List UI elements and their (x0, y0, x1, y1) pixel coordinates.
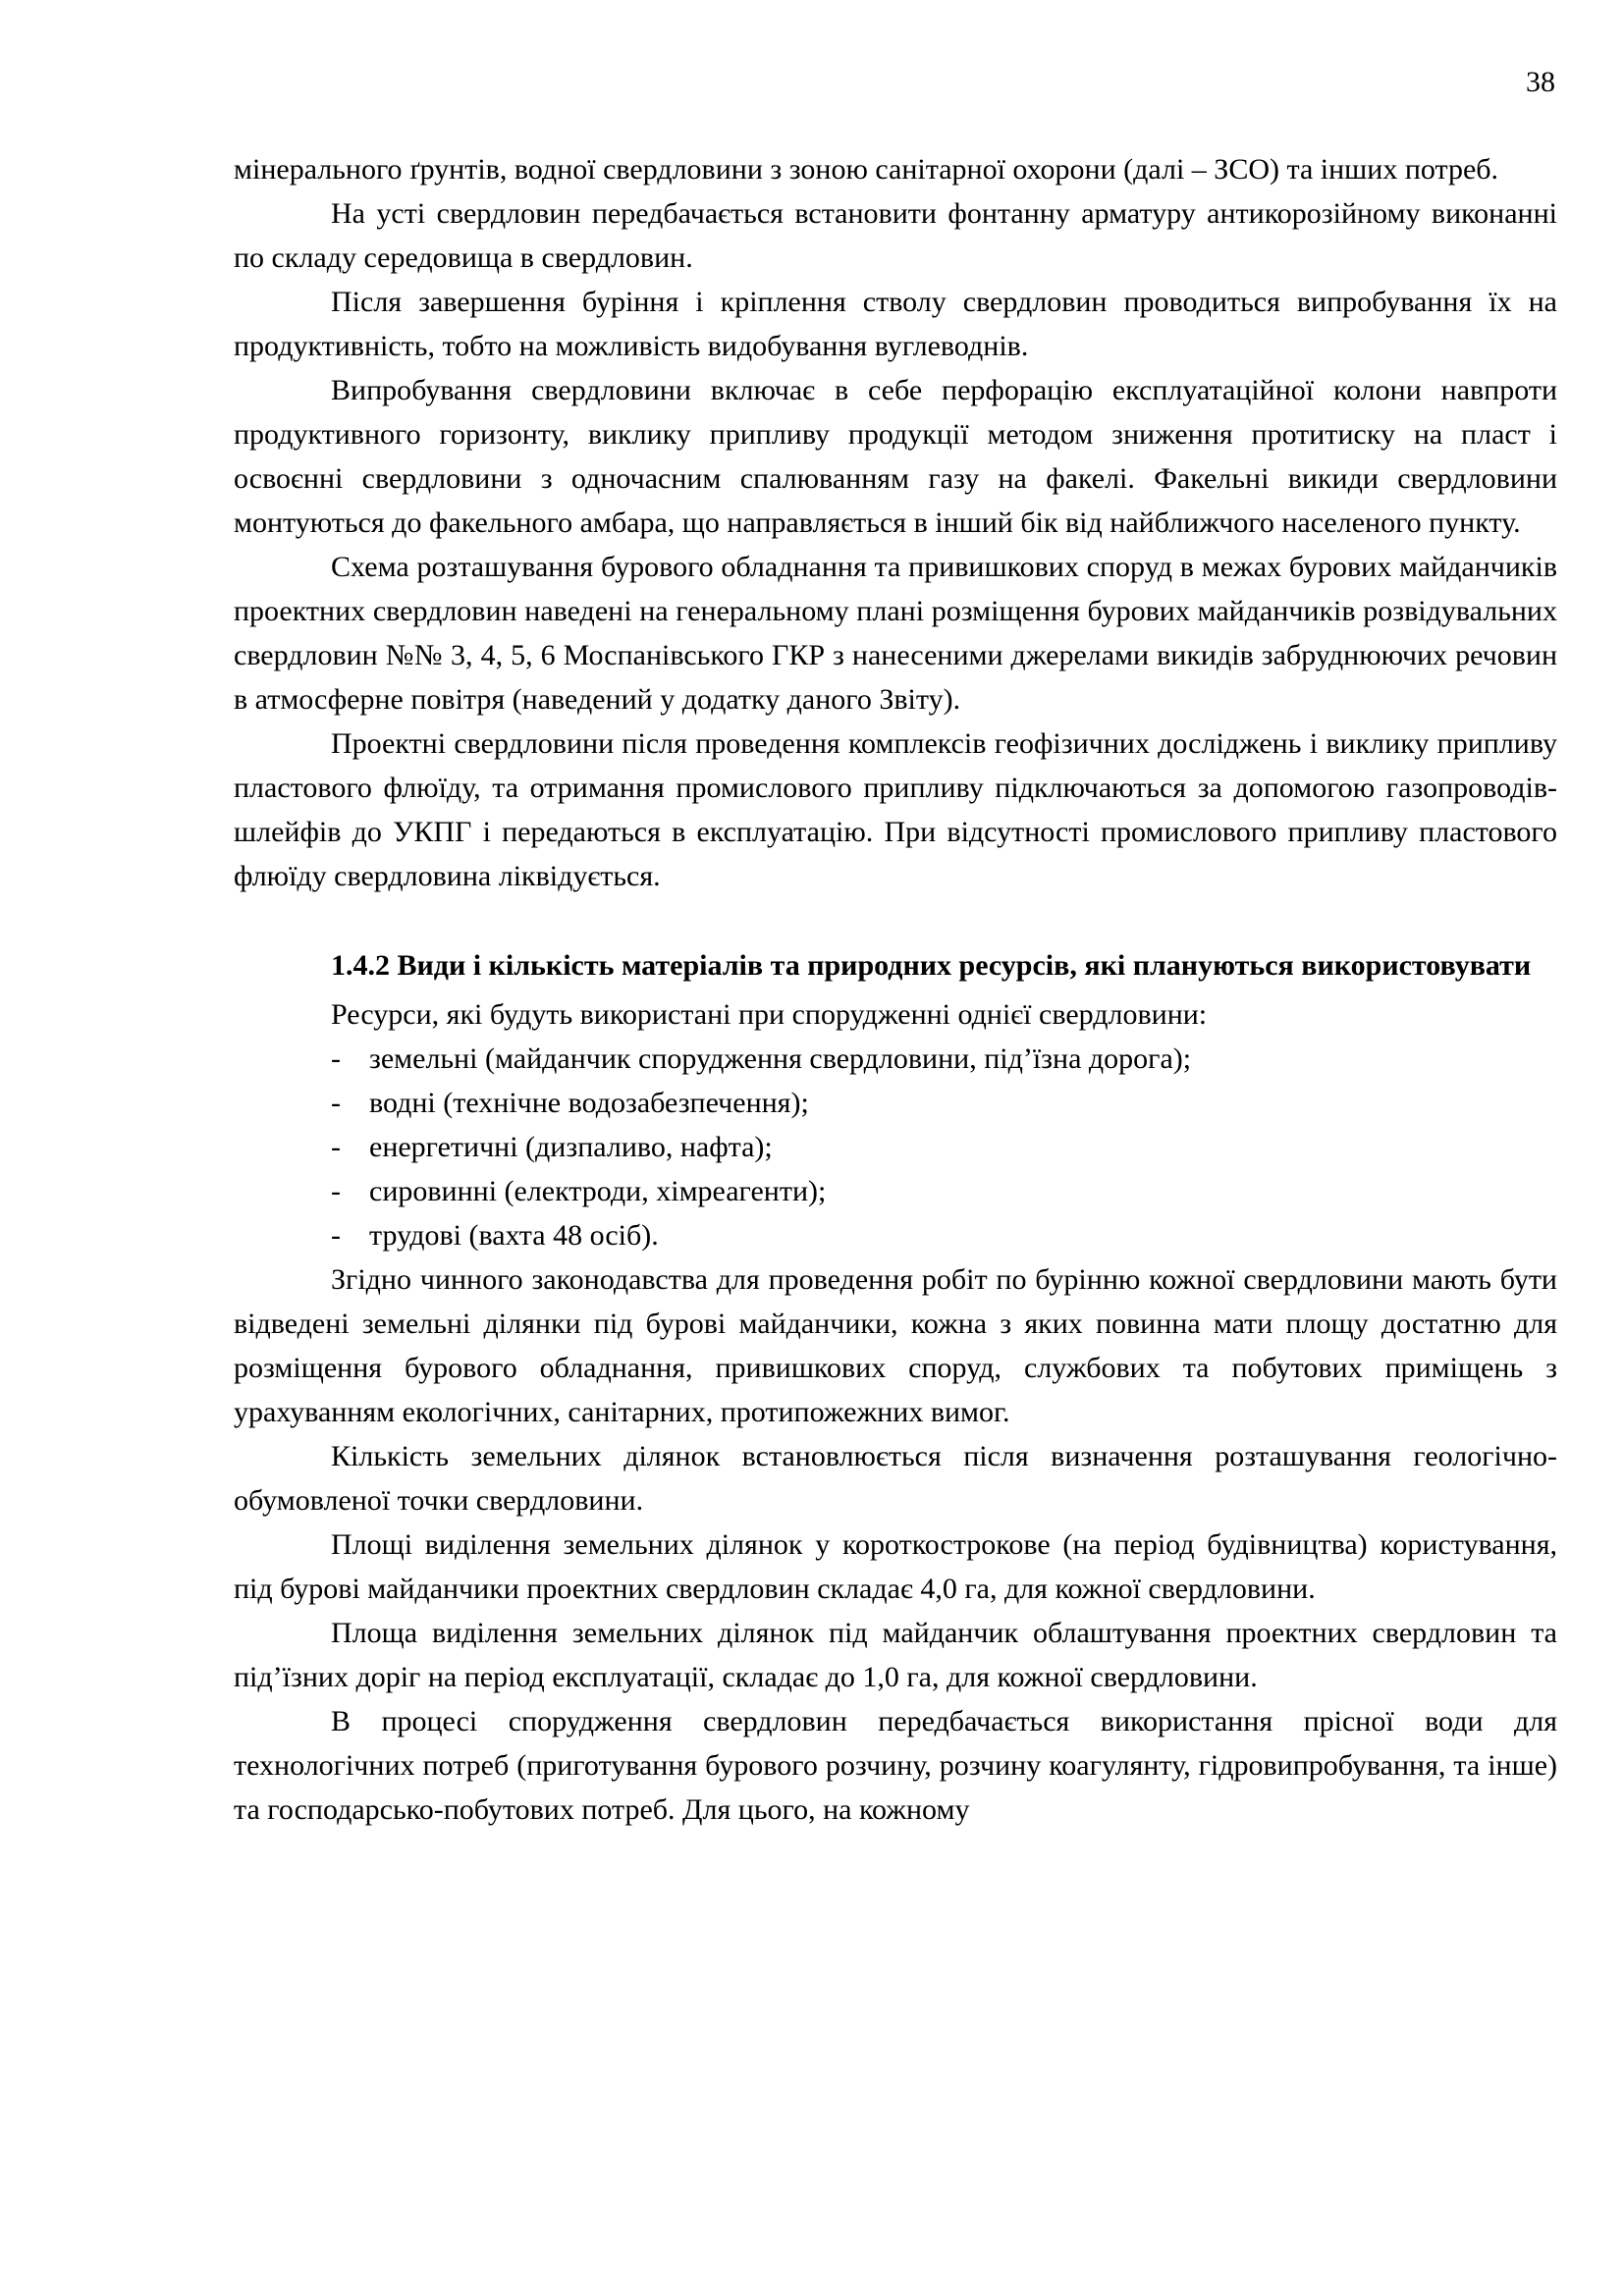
list-dash: - (331, 1042, 341, 1075)
paragraph: На усті свердловин передбачається встановити фонтанну арматуру антикорозійному виконанні по складу середовища в свердловин. (234, 197, 1557, 274)
list-item-text: енергетичні (дизпаливо, нафта); (369, 1131, 773, 1163)
paragraph: Проектні свердловини після проведення комплексів геофізичних досліджень і виклику припливу пластового флюїду, та отримання промислового припливу підключаються за допомогою газопроводів-шлейфів до УКПГ і передаються в експлуатацію. При відсутності промислового припливу пластового флюїду свердловина ліквідується. (234, 727, 1557, 892)
section-heading: 1.4.2 Види і кількість матеріалів та природних ресурсів, які плануються використовувати (331, 949, 1532, 982)
list-dash: - (331, 1219, 341, 1252)
page-number: 38 (1526, 66, 1555, 98)
list-item-text: сировинні (електроди, хімреагенти); (369, 1175, 827, 1207)
list-dash: - (331, 1087, 341, 1119)
paragraph: Площі виділення земельних ділянок у короткострокове (на період будівництва) користування, під бурові майданчики проектних свердловин складає 4,0 га, для кожної свердловини. (234, 1528, 1557, 1605)
resources-list (234, 1037, 1557, 1257)
paragraph: Після завершення буріння і кріплення стволу свердловин проводиться випробування їх на продуктивність, тобто на можливість видобування вуглеводнів. (234, 286, 1557, 362)
list-dash: - (331, 1131, 341, 1163)
paragraph: Випробування свердловини включає в себе перфорацію експлуатаційної колони навпроти продуктивного горизонту, виклику припливу продукції методом зниження протитиску на пласт і освоєнні свердловини з одночасним спалюванням газу на факелі. Факельні викиди свердловини монтуються до факельного амбара, що направляється в інший бік від найближчого населеного пункту. (234, 374, 1557, 539)
paragraph: Згідно чинного законодавства для проведення робіт по бурінню кожної свердловини мають бути відведені земельні ділянки під бурові майданчики, кожна з яких повинна мати площу достатню для розміщення бурового обладнання, привишкових споруд, службових та побутових приміщень з урахуванням екологічних, санітарних, протипожежних вимог. (234, 1263, 1557, 1428)
list-item (234, 1037, 1557, 1081)
list-item (234, 1169, 1557, 1213)
list-item-text: водні (технічне водозабезпечення); (369, 1087, 809, 1119)
paragraph: Кількість земельних ділянок встановлюється після визначення розташування геологічно-обумовленої точки свердловини. (234, 1440, 1557, 1517)
document-body (234, 147, 1557, 1832)
list-item (234, 1213, 1557, 1257)
list-item-text: трудові (вахта 48 осіб). (369, 1219, 659, 1252)
paragraph: Площа виділення земельних ділянок під майданчик облаштування проектних свердловин та під’їзних доріг на період експлуатації, складає до 1,0 га, для кожної свердловини. (234, 1617, 1557, 1693)
list-item-text: земельні (майданчик спорудження свердловини, під’їзна дорога); (369, 1042, 1192, 1075)
paragraph: Схема розташування бурового обладнання та привишкових споруд в межах бурових майданчиків проектних свердловин наведені на генеральному плані розміщення бурових майданчиків розвідувальних свердловин №№ 3, 4, 5, 6 Моспанівського ГКР з нанесеними джерелами викидів забруднюючих речовин в атмосферне повітря (наведений у додатку даного Звіту). (234, 551, 1557, 716)
paragraph-continuation: мінерального ґрунтів, водної свердловини з зоною санітарної охорони (далі – ЗСО) та інших потреб. (234, 153, 1499, 186)
list-item (234, 1125, 1557, 1169)
resources-intro: Ресурси, які будуть використані при спорудженні однієї свердловини: (331, 998, 1208, 1031)
paragraph: В процесі спорудження свердловин передбачається використання прісної води для технологічних потреб (приготування бурового розчину, розчину коагулянту, гідровипробування, та інше) та господарсько-побутових потреб. Для цього, на кожному (234, 1705, 1557, 1826)
list-dash: - (331, 1175, 341, 1207)
list-item (234, 1081, 1557, 1125)
